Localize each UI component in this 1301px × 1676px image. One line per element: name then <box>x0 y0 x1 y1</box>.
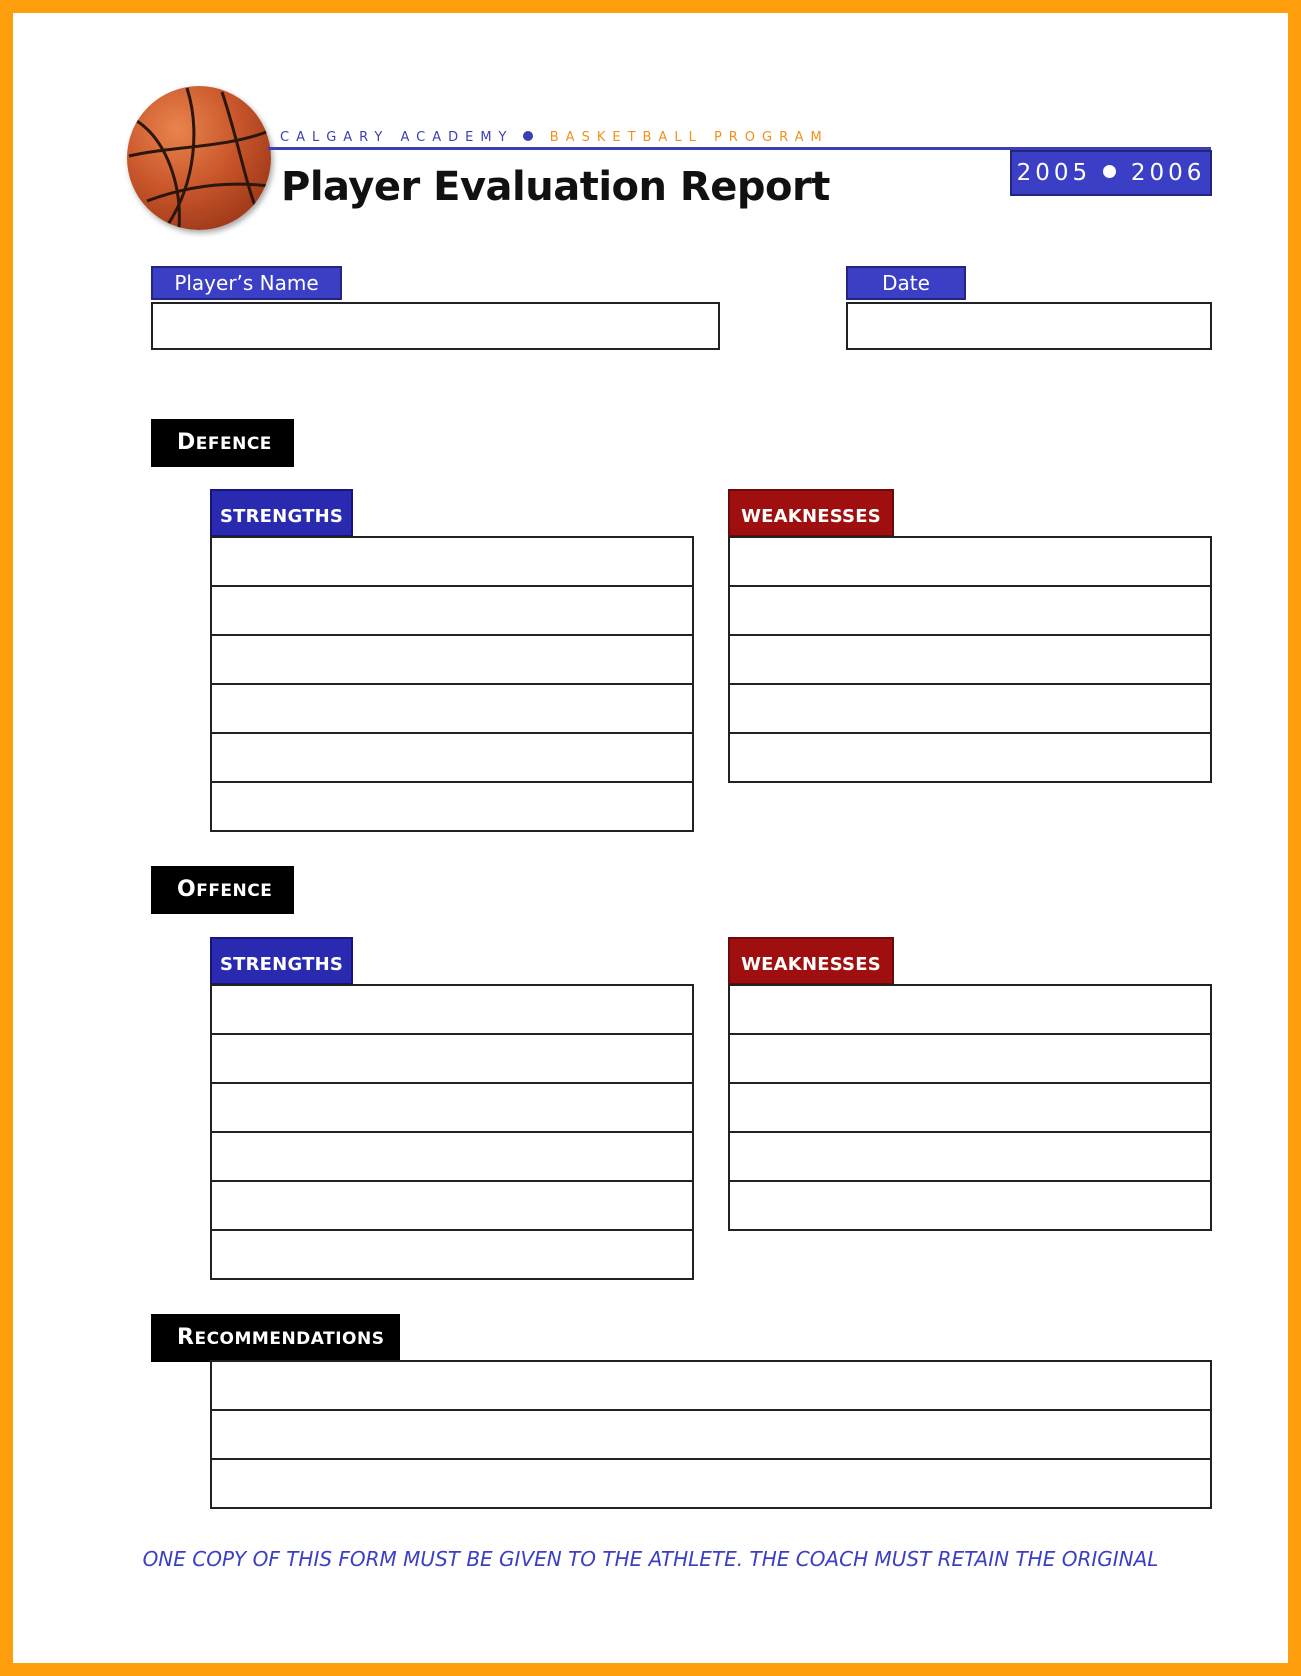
offence-weakness-line[interactable] <box>730 1182 1210 1229</box>
offence-strengths-table <box>210 984 694 1280</box>
player-name-field[interactable] <box>151 302 720 350</box>
defence-strengths-label: STRENGTHS <box>210 489 353 537</box>
basketball-icon <box>127 86 271 230</box>
defence-strength-line[interactable] <box>212 734 692 783</box>
defence-weaknesses-label: WEAKNESSES <box>728 489 894 537</box>
defence-weaknesses-table <box>728 536 1212 783</box>
recommendations-heading <box>151 1314 400 1362</box>
bullet-dot-icon <box>523 131 533 141</box>
recommendation-line[interactable] <box>212 1460 1210 1507</box>
academy-name: CALGARY ACADEMY <box>280 130 514 145</box>
offence-strength-line[interactable] <box>212 1231 692 1278</box>
offence-heading <box>151 866 294 914</box>
offence-heading-initial: O <box>177 877 197 902</box>
date-label: Date <box>846 266 966 300</box>
offence-strengths-label: STRENGTHS <box>210 937 353 985</box>
player-name-label: Player’s Name <box>151 266 342 300</box>
footer-note: ONE COPY OF THIS FORM MUST BE GIVEN TO THE ATHLETE. THE COACH MUST RETAIN THE ORIGINAL <box>142 1547 1159 1571</box>
defence-weakness-line[interactable] <box>730 734 1210 781</box>
defence-heading-initial: D <box>177 430 196 455</box>
season-badge <box>1010 150 1212 196</box>
date-field[interactable] <box>846 302 1212 350</box>
defence-strength-line[interactable] <box>212 587 692 636</box>
defence-weakness-line[interactable] <box>730 587 1210 636</box>
offence-weaknesses-label: WEAKNESSES <box>728 937 894 985</box>
defence-strength-line[interactable] <box>212 538 692 587</box>
offence-weaknesses-table <box>728 984 1212 1231</box>
defence-weakness-line[interactable] <box>730 685 1210 734</box>
offence-heading-rest: FFENCE <box>196 881 273 901</box>
defence-weakness-line[interactable] <box>730 538 1210 587</box>
bullet-dot-icon <box>1103 165 1116 178</box>
defence-strengths-table <box>210 536 694 832</box>
offence-strength-line[interactable] <box>212 1182 692 1231</box>
program-name: BASKETBALL PROGRAM <box>549 130 829 145</box>
defence-strength-line[interactable] <box>212 685 692 734</box>
offence-strength-line[interactable] <box>212 1035 692 1084</box>
defence-heading <box>151 419 294 467</box>
offence-strength-line[interactable] <box>212 1133 692 1182</box>
offence-weakness-line[interactable] <box>730 986 1210 1035</box>
recommendation-line[interactable] <box>212 1411 1210 1460</box>
header-subtitle <box>280 130 829 146</box>
recommendations-heading-rest: ECOMMENDATIONS <box>194 1329 385 1349</box>
page-title: Player Evaluation Report <box>281 164 830 210</box>
offence-strength-line[interactable] <box>212 986 692 1035</box>
recommendations-table <box>210 1360 1212 1509</box>
defence-weakness-line[interactable] <box>730 636 1210 685</box>
offence-weakness-line[interactable] <box>730 1084 1210 1133</box>
recommendations-heading-initial: R <box>177 1325 195 1350</box>
defence-strength-line[interactable] <box>212 636 692 685</box>
year-end: 2006 <box>1130 160 1206 186</box>
defence-heading-rest: EFENCE <box>195 434 272 454</box>
offence-strength-line[interactable] <box>212 1084 692 1133</box>
offence-weakness-line[interactable] <box>730 1035 1210 1084</box>
recommendation-line[interactable] <box>212 1362 1210 1411</box>
defence-strength-line[interactable] <box>212 783 692 830</box>
offence-weakness-line[interactable] <box>730 1133 1210 1182</box>
year-start: 2005 <box>1016 160 1092 186</box>
